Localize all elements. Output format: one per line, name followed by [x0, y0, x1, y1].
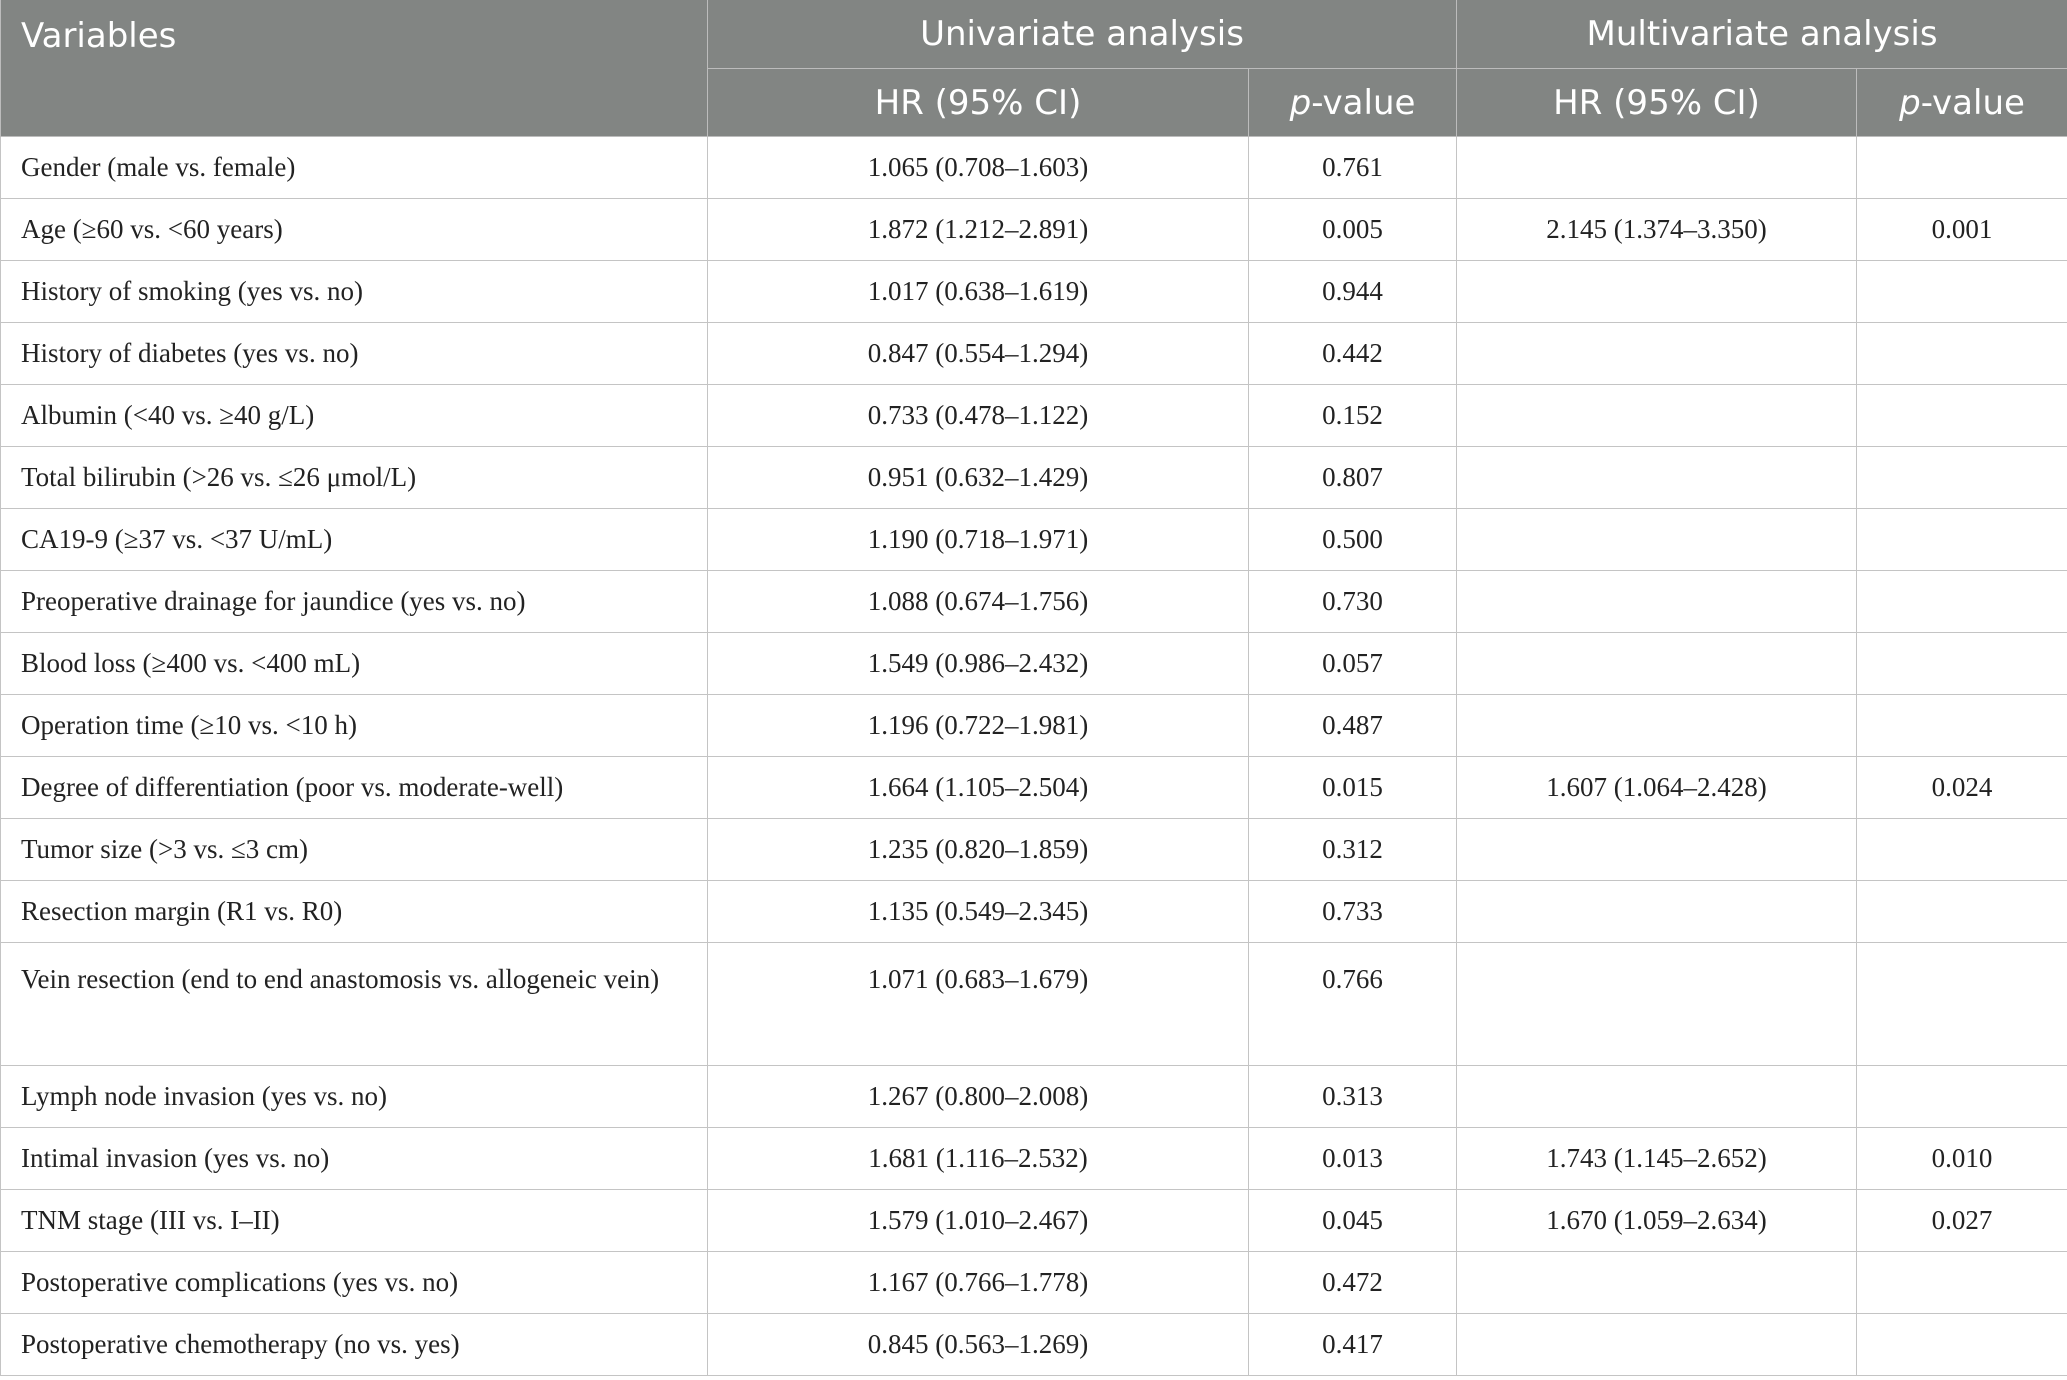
table-row	[1, 199, 2067, 261]
multi-p-cell: 0.027	[1857, 1190, 2067, 1252]
uni-hr-cell: 1.190 (0.718–1.971)	[708, 509, 1249, 571]
multi-hr-cell	[1457, 695, 1857, 757]
multi-hr-cell: 1.670 (1.059–2.634)	[1457, 1190, 1857, 1252]
uni-p-cell: 0.472	[1249, 1252, 1457, 1314]
multi-p-cell	[1857, 1314, 2067, 1376]
multi-hr-cell	[1457, 881, 1857, 943]
variable-cell: Albumin (<40 vs. ≥40 g/L)	[1, 385, 708, 447]
multi-hr-cell	[1457, 385, 1857, 447]
multi-hr-cell	[1457, 261, 1857, 323]
multi-p-cell	[1857, 695, 2067, 757]
uni-hr-cell: 1.167 (0.766–1.778)	[708, 1252, 1249, 1314]
header-univariate: Univariate analysis	[708, 0, 1457, 69]
multi-hr-cell: 1.607 (1.064–2.428)	[1457, 757, 1857, 819]
variable-cell: Operation time (≥10 vs. <10 h)	[1, 695, 708, 757]
multi-p-cell	[1857, 943, 2067, 1066]
multi-p-cell	[1857, 323, 2067, 385]
variable-cell: Lymph node invasion (yes vs. no)	[1, 1066, 708, 1128]
uni-hr-cell: 1.267 (0.800–2.008)	[708, 1066, 1249, 1128]
multi-hr-cell	[1457, 1314, 1857, 1376]
variable-cell: Resection margin (R1 vs. R0)	[1, 881, 708, 943]
header-variables: Variables	[1, 0, 708, 137]
multi-hr-cell	[1457, 571, 1857, 633]
table-row	[1, 1190, 2067, 1252]
variable-cell: CA19-9 (≥37 vs. <37 U/mL)	[1, 509, 708, 571]
multi-hr-cell	[1457, 633, 1857, 695]
uni-hr-cell: 0.847 (0.554–1.294)	[708, 323, 1249, 385]
header-multi-hr: HR (95% CI)	[1457, 69, 1857, 137]
uni-hr-cell: 0.733 (0.478–1.122)	[708, 385, 1249, 447]
variable-cell: Total bilirubin (>26 vs. ≤26 μmol/L)	[1, 447, 708, 509]
header-multi-pvalue	[1857, 69, 2067, 137]
multi-hr-cell	[1457, 447, 1857, 509]
table-row	[1, 757, 2067, 819]
multi-p-cell	[1857, 385, 2067, 447]
uni-p-cell: 0.313	[1249, 1066, 1457, 1128]
uni-hr-cell: 1.088 (0.674–1.756)	[708, 571, 1249, 633]
p-italic: p	[1289, 82, 1312, 123]
multi-hr-cell	[1457, 1252, 1857, 1314]
table-row	[1, 1066, 2067, 1128]
uni-hr-cell: 1.664 (1.105–2.504)	[708, 757, 1249, 819]
uni-hr-cell: 1.681 (1.116–2.532)	[708, 1128, 1249, 1190]
table-row	[1, 819, 2067, 881]
uni-p-cell: 0.045	[1249, 1190, 1457, 1252]
uni-p-cell: 0.733	[1249, 881, 1457, 943]
multi-hr-cell	[1457, 137, 1857, 199]
variable-cell: History of diabetes (yes vs. no)	[1, 323, 708, 385]
header-uni-pvalue	[1249, 69, 1457, 137]
table-row	[1, 447, 2067, 509]
multi-p-cell	[1857, 261, 2067, 323]
uni-hr-cell: 1.135 (0.549–2.345)	[708, 881, 1249, 943]
table-row	[1, 633, 2067, 695]
uni-hr-cell: 1.579 (1.010–2.467)	[708, 1190, 1249, 1252]
multi-p-cell	[1857, 819, 2067, 881]
table-row	[1, 261, 2067, 323]
table-row	[1, 1128, 2067, 1190]
uni-hr-cell: 1.065 (0.708–1.603)	[708, 137, 1249, 199]
variable-cell: Gender (male vs. female)	[1, 137, 708, 199]
uni-p-cell: 0.730	[1249, 571, 1457, 633]
uni-p-cell: 0.013	[1249, 1128, 1457, 1190]
uni-p-cell: 0.005	[1249, 199, 1457, 261]
multi-p-cell	[1857, 633, 2067, 695]
table-body	[1, 137, 2067, 1376]
uni-hr-cell: 1.235 (0.820–1.859)	[708, 819, 1249, 881]
variable-cell: Blood loss (≥400 vs. <400 mL)	[1, 633, 708, 695]
uni-p-cell: 0.417	[1249, 1314, 1457, 1376]
uni-hr-cell: 1.196 (0.722–1.981)	[708, 695, 1249, 757]
variable-cell: Postoperative chemotherapy (no vs. yes)	[1, 1314, 708, 1376]
uni-p-cell: 0.807	[1249, 447, 1457, 509]
table-row	[1, 137, 2067, 199]
multi-hr-cell	[1457, 509, 1857, 571]
variable-cell: TNM stage (III vs. I–II)	[1, 1190, 708, 1252]
uni-hr-cell: 1.549 (0.986–2.432)	[708, 633, 1249, 695]
table-row	[1, 571, 2067, 633]
table-row	[1, 943, 2067, 1066]
p-suffix: -value	[1311, 82, 1416, 123]
multi-hr-cell: 2.145 (1.374–3.350)	[1457, 199, 1857, 261]
variable-cell: Degree of differentiation (poor vs. moderate-well)	[1, 757, 708, 819]
multi-p-cell	[1857, 1066, 2067, 1128]
uni-p-cell: 0.057	[1249, 633, 1457, 695]
table-row	[1, 695, 2067, 757]
multi-p-cell	[1857, 137, 2067, 199]
multi-hr-cell	[1457, 943, 1857, 1066]
uni-hr-cell: 0.951 (0.632–1.429)	[708, 447, 1249, 509]
table-row	[1, 385, 2067, 447]
uni-hr-cell: 0.845 (0.563–1.269)	[708, 1314, 1249, 1376]
multi-hr-cell	[1457, 1066, 1857, 1128]
multi-hr-cell: 1.743 (1.145–2.652)	[1457, 1128, 1857, 1190]
table-row	[1, 1252, 2067, 1314]
multi-p-cell	[1857, 447, 2067, 509]
header-uni-hr: HR (95% CI)	[708, 69, 1249, 137]
multi-p-cell	[1857, 1252, 2067, 1314]
variable-cell: History of smoking (yes vs. no)	[1, 261, 708, 323]
variable-cell: Age (≥60 vs. <60 years)	[1, 199, 708, 261]
multi-p-cell: 0.010	[1857, 1128, 2067, 1190]
multi-p-cell: 0.024	[1857, 757, 2067, 819]
uni-p-cell: 0.015	[1249, 757, 1457, 819]
uni-p-cell: 0.152	[1249, 385, 1457, 447]
uni-p-cell: 0.312	[1249, 819, 1457, 881]
table-header	[1, 0, 2067, 137]
header-multivariate: Multivariate analysis	[1457, 0, 2067, 69]
multi-p-cell: 0.001	[1857, 199, 2067, 261]
uni-p-cell: 0.487	[1249, 695, 1457, 757]
variable-cell: Preoperative drainage for jaundice (yes vs. no)	[1, 571, 708, 633]
uni-hr-cell: 1.017 (0.638–1.619)	[708, 261, 1249, 323]
variable-cell: Tumor size (>3 vs. ≤3 cm)	[1, 819, 708, 881]
multi-p-cell	[1857, 571, 2067, 633]
uni-p-cell: 0.500	[1249, 509, 1457, 571]
multi-p-cell	[1857, 509, 2067, 571]
multi-hr-cell	[1457, 323, 1857, 385]
variable-cell: Intimal invasion (yes vs. no)	[1, 1128, 708, 1190]
table-row	[1, 881, 2067, 943]
uni-p-cell: 0.766	[1249, 943, 1457, 1066]
multi-hr-cell	[1457, 819, 1857, 881]
variable-cell: Postoperative complications (yes vs. no)	[1, 1252, 708, 1314]
table-row	[1, 323, 2067, 385]
uni-p-cell: 0.944	[1249, 261, 1457, 323]
variable-cell: Vein resection (end to end anastomosis vs. allogeneic vein)	[1, 943, 708, 1066]
p-suffix: -value	[1920, 82, 2025, 123]
uni-p-cell: 0.442	[1249, 323, 1457, 385]
uni-hr-cell: 1.872 (1.212–2.891)	[708, 199, 1249, 261]
table-row	[1, 1314, 2067, 1376]
uni-hr-cell: 1.071 (0.683–1.679)	[708, 943, 1249, 1066]
table-row	[1, 509, 2067, 571]
p-italic: p	[1899, 82, 1921, 123]
multi-p-cell	[1857, 881, 2067, 943]
uni-p-cell: 0.761	[1249, 137, 1457, 199]
